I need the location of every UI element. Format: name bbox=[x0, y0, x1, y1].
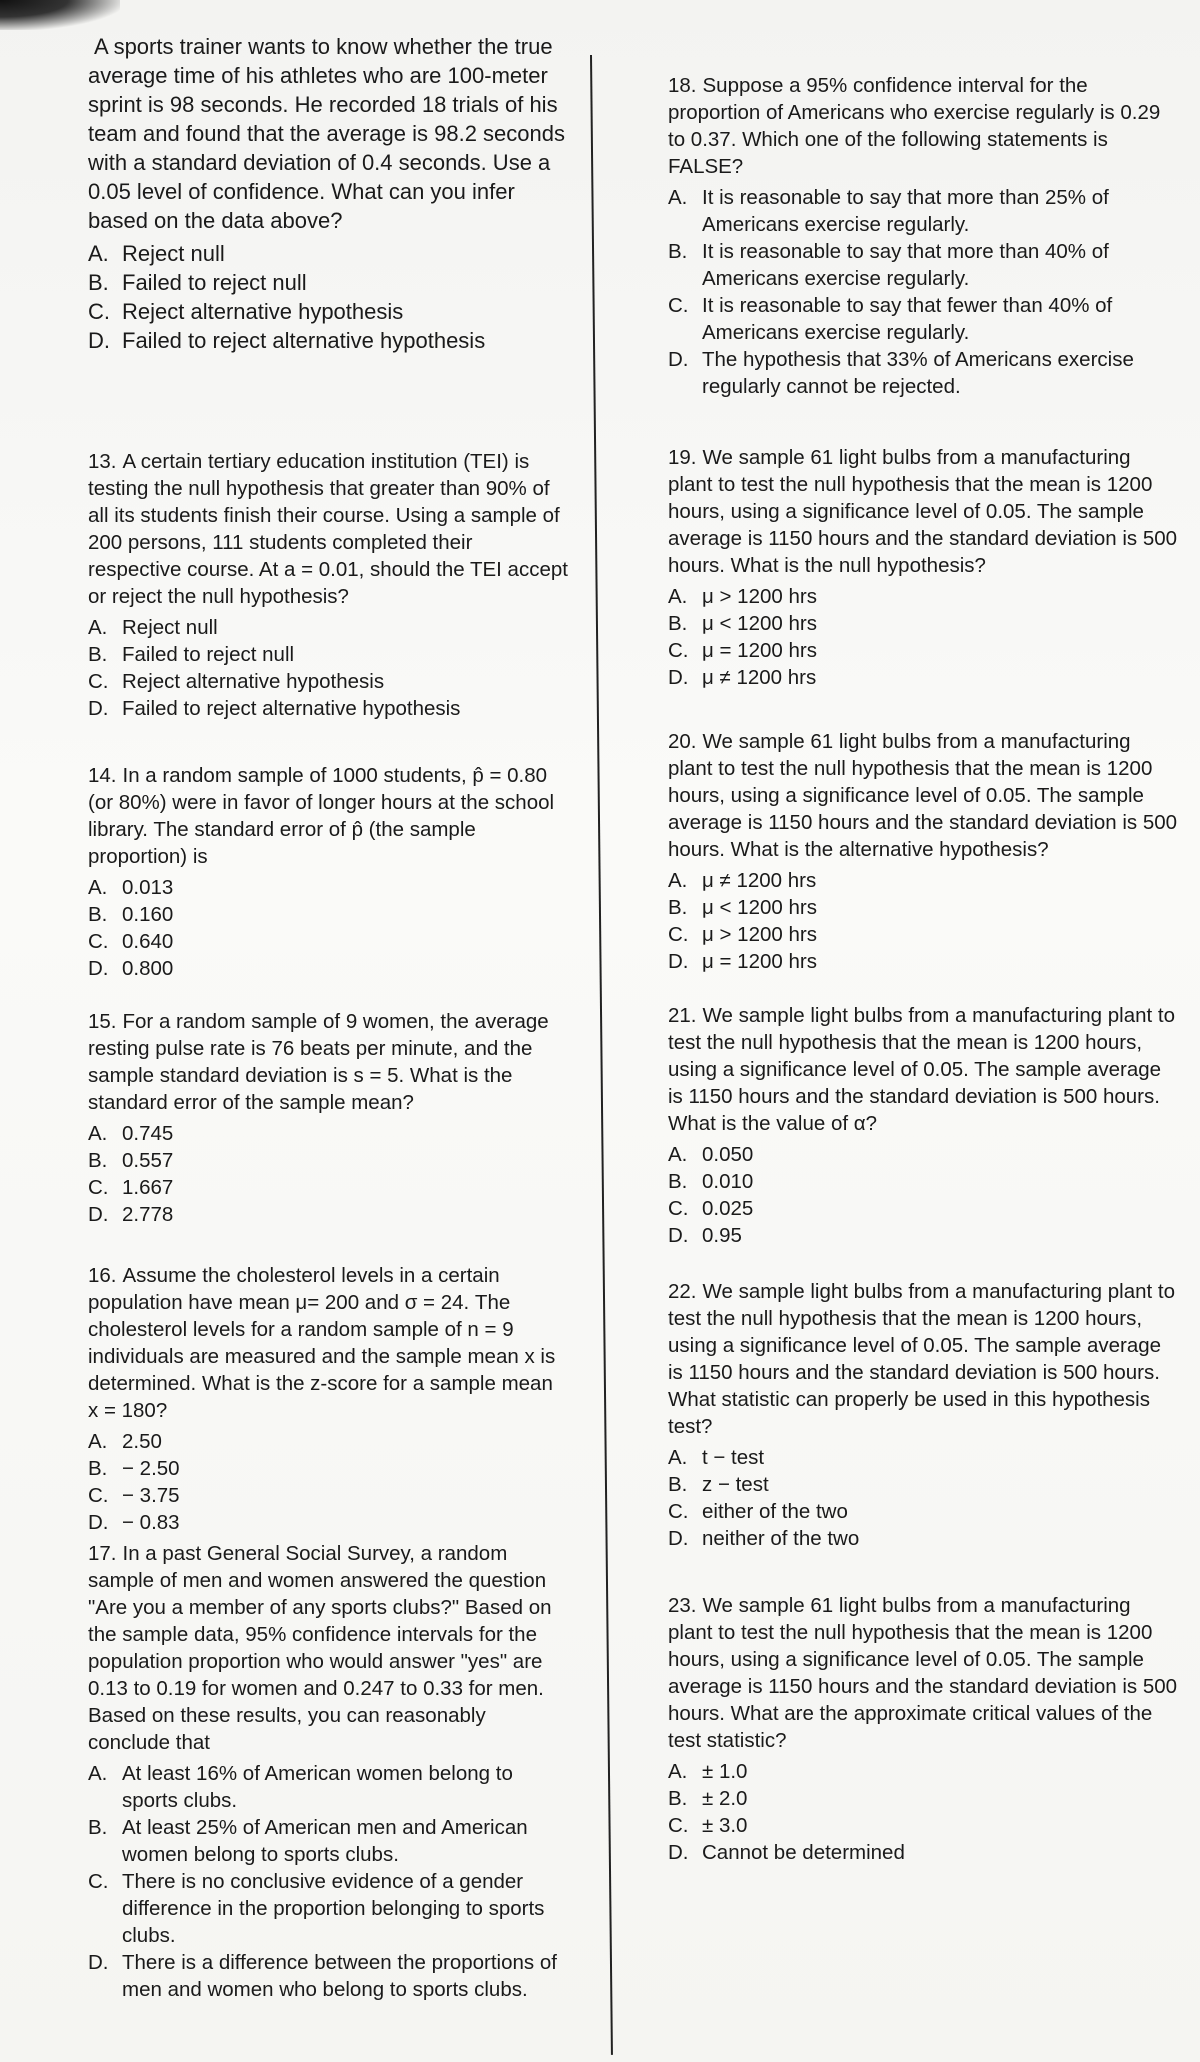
question-stem bbox=[668, 72, 1178, 180]
question-stem bbox=[668, 1278, 1178, 1440]
question-number: 13. bbox=[88, 450, 117, 473]
question-number: 16. bbox=[88, 1264, 117, 1287]
question-17 bbox=[88, 1540, 568, 2003]
question-number: 21. bbox=[668, 1004, 697, 1027]
option-d[interactable]: D. neither of the two bbox=[668, 1527, 860, 1550]
question-number: 17. bbox=[88, 1542, 117, 1565]
question-stem bbox=[668, 728, 1178, 863]
option-b[interactable]: B. ± 2.0 bbox=[668, 1787, 748, 1810]
question-text: A sports trainer wants to know whether the true average time of his athletes who are 100-meter sprint is 98 seconds. He recorded 18 trials of his team and found that the average is 98.2 seconds with a standard deviation of 0.4 seconds. Use a 0.05 level of confidence. What can you infer based on the data above? bbox=[88, 34, 565, 233]
question-text: A certain tertiary education institution (TEI) is testing the null hypothesis that greater than 90% of all its students finish their course. Using a sample of 200 persons, 111 students completed their respective course. At a = 0.01, should the TEI accept or reject the null hypothesis? bbox=[88, 450, 568, 608]
options-list bbox=[88, 614, 568, 722]
option-c[interactable]: C. There is no conclusive evidence of a gender difference in the proportion belonging to sports clubs. bbox=[88, 1870, 545, 1947]
option-b[interactable]: B. It is reasonable to say that more than 40% of Americans exercise regularly. bbox=[668, 240, 1109, 290]
option-b[interactable]: B. z − test bbox=[668, 1473, 769, 1496]
option-b[interactable]: B. Failed to reject null bbox=[88, 643, 295, 666]
question-18 bbox=[668, 72, 1178, 400]
option-b[interactable]: B. Failed to reject null bbox=[88, 270, 307, 295]
option-d[interactable]: D. Failed to reject alternative hypothesis bbox=[88, 697, 461, 720]
question-14 bbox=[88, 762, 568, 982]
question-text: We sample light bulbs from a manufacturing plant to test the null hypothesis that the mean is 1200 hours, using a significance level of 0.05. The sample average is 1150 hours and the standard deviation is 500 hours. What is the value of α? bbox=[668, 1004, 1176, 1135]
option-c[interactable]: C. ± 3.0 bbox=[668, 1814, 748, 1837]
option-a[interactable]: A. μ > 1200 hrs bbox=[668, 585, 817, 608]
question-stem bbox=[88, 1262, 568, 1424]
option-c[interactable]: C. − 3.75 bbox=[88, 1484, 180, 1507]
question-stem bbox=[88, 1540, 568, 1756]
option-c[interactable]: C. Reject alternative hypothesis bbox=[88, 299, 404, 324]
option-c[interactable]: C. 1.667 bbox=[88, 1176, 174, 1199]
option-c[interactable]: C. μ = 1200 hrs bbox=[668, 639, 817, 662]
question-stem bbox=[668, 444, 1178, 579]
option-a[interactable]: A. μ ≠ 1200 hrs bbox=[668, 869, 817, 892]
option-b[interactable]: B. − 2.50 bbox=[88, 1457, 180, 1480]
option-a[interactable]: A. It is reasonable to say that more than 25% of Americans exercise regularly. bbox=[668, 186, 1109, 236]
option-c[interactable]: C. μ > 1200 hrs bbox=[668, 923, 817, 946]
options-list bbox=[668, 184, 1178, 400]
options-list bbox=[88, 239, 568, 355]
question-stem bbox=[88, 448, 568, 610]
question-20 bbox=[668, 728, 1178, 975]
question-text: We sample light bulbs from a manufacturing plant to test the null hypothesis that the mean is 1200 hours, using a significance level of 0.05. The sample average is 1150 hours and the standard deviation is 500 hours. What statistic can properly be used in this hypothesis test? bbox=[668, 1280, 1176, 1438]
question-number: 23. bbox=[668, 1594, 697, 1617]
options-list bbox=[88, 1760, 568, 2003]
question-text: For a random sample of 9 women, the average resting pulse rate is 76 beats per minute, and the sample standard deviation is s = 5. What is the standard error of the sample mean? bbox=[88, 1010, 549, 1114]
option-d[interactable]: D. Failed to reject alternative hypothesis bbox=[88, 328, 486, 353]
option-b[interactable]: B. 0.557 bbox=[88, 1149, 174, 1172]
option-b[interactable]: B. μ < 1200 hrs bbox=[668, 896, 817, 919]
option-c[interactable]: C. 0.640 bbox=[88, 930, 174, 953]
option-d[interactable]: D. 2.778 bbox=[88, 1203, 174, 1226]
option-d[interactable]: D. The hypothesis that 33% of Americans exercise regularly cannot be rejected. bbox=[668, 348, 1134, 398]
options-list bbox=[668, 1758, 1178, 1866]
question-number: 18. bbox=[668, 74, 697, 97]
question-15 bbox=[88, 1008, 568, 1228]
options-list bbox=[88, 1120, 568, 1228]
question-stem bbox=[668, 1592, 1178, 1754]
question-stem bbox=[88, 32, 568, 235]
options-list bbox=[668, 1444, 1178, 1552]
question-text: We sample 61 light bulbs from a manufacturing plant to test the null hypothesis that the mean is 1200 hours, using a significance level of 0.05. The sample average is 1150 hours and the standard deviation is 500 hours. What are the approximate critical values of the test statistic? bbox=[668, 1594, 1178, 1752]
option-d[interactable]: D. There is a difference between the proportions of men and women who belong to sports clubs. bbox=[88, 1951, 557, 2001]
option-c[interactable]: C. It is reasonable to say that fewer than 40% of Americans exercise regularly. bbox=[668, 294, 1113, 344]
options-list bbox=[668, 1141, 1178, 1249]
option-d[interactable]: D. μ ≠ 1200 hrs bbox=[668, 666, 817, 689]
option-b[interactable]: B. 0.010 bbox=[668, 1170, 754, 1193]
question-number: 14. bbox=[88, 764, 117, 787]
question-stem bbox=[88, 1008, 568, 1116]
option-c[interactable]: C. either of the two bbox=[668, 1500, 848, 1523]
question-16 bbox=[88, 1262, 568, 1536]
question-21 bbox=[668, 1002, 1178, 1249]
question-19 bbox=[668, 444, 1178, 691]
option-a[interactable]: A. t − test bbox=[668, 1446, 765, 1469]
question-text: In a past General Social Survey, a random sample of men and women answered the question "Are you a member of any sports clubs?" Based on the sample data, 95% confidence intervals for the population proportion who would answer "yes" are 0.13 to 0.19 for women and 0.247 to 0.33 for men. Based on these results, you can reasonably conclude that bbox=[88, 1542, 552, 1754]
question-text: In a random sample of 1000 students, p̂ = 0.80 (or 80%) were in favor of longer hours at the school library. The standard error of p̂ (the sample proportion) is bbox=[88, 764, 555, 868]
option-c[interactable]: C. Reject alternative hypothesis bbox=[88, 670, 385, 693]
option-a[interactable]: A. 0.745 bbox=[88, 1122, 174, 1145]
option-a[interactable]: A. 0.050 bbox=[668, 1143, 754, 1166]
option-d[interactable]: D. 0.95 bbox=[668, 1224, 742, 1247]
option-c[interactable]: C. 0.025 bbox=[668, 1197, 754, 1220]
option-b[interactable]: B. 0.160 bbox=[88, 903, 174, 926]
question-stem bbox=[88, 762, 568, 870]
option-a[interactable]: A. At least 16% of American women belong to sports clubs. bbox=[88, 1762, 513, 1812]
question-stem bbox=[668, 1002, 1178, 1137]
question-number: 15. bbox=[88, 1010, 117, 1033]
options-list bbox=[88, 1428, 568, 1536]
column-divider bbox=[590, 55, 613, 2055]
option-d[interactable]: D. 0.800 bbox=[88, 957, 174, 980]
option-a[interactable]: A. 2.50 bbox=[88, 1430, 162, 1453]
question-22 bbox=[668, 1278, 1178, 1552]
question-23 bbox=[668, 1592, 1178, 1866]
question-12 bbox=[88, 32, 568, 355]
scan-corner-shadow bbox=[0, 0, 120, 30]
question-number: 19. bbox=[668, 446, 697, 469]
option-a[interactable]: A. ± 1.0 bbox=[668, 1760, 748, 1783]
option-a[interactable]: A. Reject null bbox=[88, 616, 218, 639]
option-d[interactable]: D. − 0.83 bbox=[88, 1511, 180, 1534]
options-list bbox=[668, 867, 1178, 975]
option-d[interactable]: D. Cannot be determined bbox=[668, 1841, 905, 1864]
question-text: Assume the cholesterol levels in a certain population have mean μ= 200 and σ = 24. The cholesterol levels for a random sample of n = 9 individuals are measured and the sample mean x is determined. What is the z-score for a sample mean x = 180? bbox=[88, 1264, 556, 1422]
question-number: 22. bbox=[668, 1280, 697, 1303]
options-list bbox=[668, 583, 1178, 691]
option-d[interactable]: D. μ = 1200 hrs bbox=[668, 950, 817, 973]
option-b[interactable]: B. μ < 1200 hrs bbox=[668, 612, 817, 635]
option-a[interactable]: A. 0.013 bbox=[88, 876, 174, 899]
option-b[interactable]: B. At least 25% of American men and American women belong to sports clubs. bbox=[88, 1816, 528, 1866]
question-number: 20. bbox=[668, 730, 697, 753]
option-a[interactable]: A. Reject null bbox=[88, 241, 225, 266]
question-13 bbox=[88, 448, 568, 722]
question-text: Suppose a 95% confidence interval for the proportion of Americans who exercise regularly is 0.29 to 0.37. Which one of the following statements is FALSE? bbox=[668, 74, 1161, 178]
options-list bbox=[88, 874, 568, 982]
question-text: We sample 61 light bulbs from a manufacturing plant to test the null hypothesis that the mean is 1200 hours, using a significance level of 0.05. The sample average is 1150 hours and the standard deviation is 500 hours. What is the null hypothesis? bbox=[668, 446, 1178, 577]
question-text: We sample 61 light bulbs from a manufacturing plant to test the null hypothesis that the mean is 1200 hours, using a significance level of 0.05. The sample average is 1150 hours and the standard deviation is 500 hours. What is the alternative hypothesis? bbox=[668, 730, 1178, 861]
